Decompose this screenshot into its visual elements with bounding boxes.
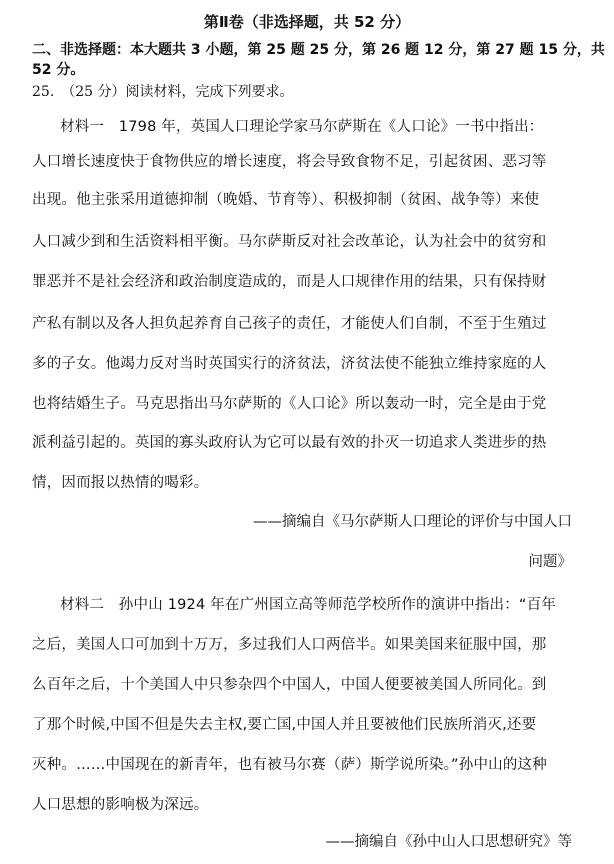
material1-line-5: 罪恶并不是社会经济和政治制度造成的，而是人口规律作用的结果，只有保持财 [32,274,547,290]
section-heading-line-2: 52 分。 [32,62,85,78]
material2-line-6: 人口思想的影响极为深远。 [32,797,209,813]
section-heading-line-1: 二、非选择题：本大题共 3 小题，第 25 题 25 分，第 26 题 12 分，第 27 题 15 分，共 [32,42,605,58]
question-prompt: 25. （25 分）阅读材料，完成下列要求。 [32,84,294,100]
material1-line-4: 人口减少到和生活资料相平衡。马尔萨斯反对社会改革论，认为社会中的贫穷和 [32,234,547,250]
material1-line-9: 派利益引起的。英国的寡头政府认为它可以最有效的扑灭一切追求人类进步的热 [32,435,547,451]
material1-source-line-1: ——摘编自《马尔萨斯人口理论的评价与中国人口 [253,514,572,530]
part-title: 第Ⅱ卷（非选择题，共 52 分） [203,13,411,31]
material1-line-10: 情，因而报以热情的喝彩。 [32,475,209,491]
material2-line-4: 了那个时候,中国不但是失去主权,要亡国,中国人并且要被他们民族所消灭,还要 [32,717,537,733]
material1-source-line-2: 问题》 [528,554,572,570]
material2-line-2: 之后，美国人口可加到十万万，多过我们人口两倍半。如果美国来征服中国，那 [32,637,547,653]
material2-line-5: 灭种。……中国现在的新青年，也有被马尔赛（萨）斯学说所染。”孙中山的这种 [32,757,547,773]
material2-line-1: 材料二 孙中山 1924 年在广州国立高等师范学校所作的演讲中指出：“百年 [60,597,557,613]
material1-line-3: 出现。他主张采用道德抑制（晚婚、节育等）、积极抑制（贫困、战争等）来使 [32,192,540,208]
material2-source-line-1: ——摘编自《孙中山人口思想研究》等 [325,834,572,850]
material1-line-2: 人口增长速度快于食物供应的增长速度，将会导致食物不足，引起贫困、恶习等 [32,154,547,170]
material1-line-8: 也将结婚生子。马克思指出马尔萨斯的《人口论》所以轰动一时，完全是由于党 [32,396,547,412]
section-heading [32,40,605,80]
material1-line-7: 多的子女。他竭力反对当时英国实行的济贫法，济贫法使不能独立维持家庭的人 [32,356,547,372]
material1-line-1: 材料一 1798 年，英国人口理论学家马尔萨斯在《人口论》一书中指出： [60,119,544,135]
material2-line-3: 么百年之后，十个美国人中只参杂四个中国人，中国人便要被美国人所同化。到 [32,677,547,693]
material1-line-6: 产私有制以及各人担负起养育自己孩子的责任，才能使人们自制，不至于生殖过 [32,316,547,332]
